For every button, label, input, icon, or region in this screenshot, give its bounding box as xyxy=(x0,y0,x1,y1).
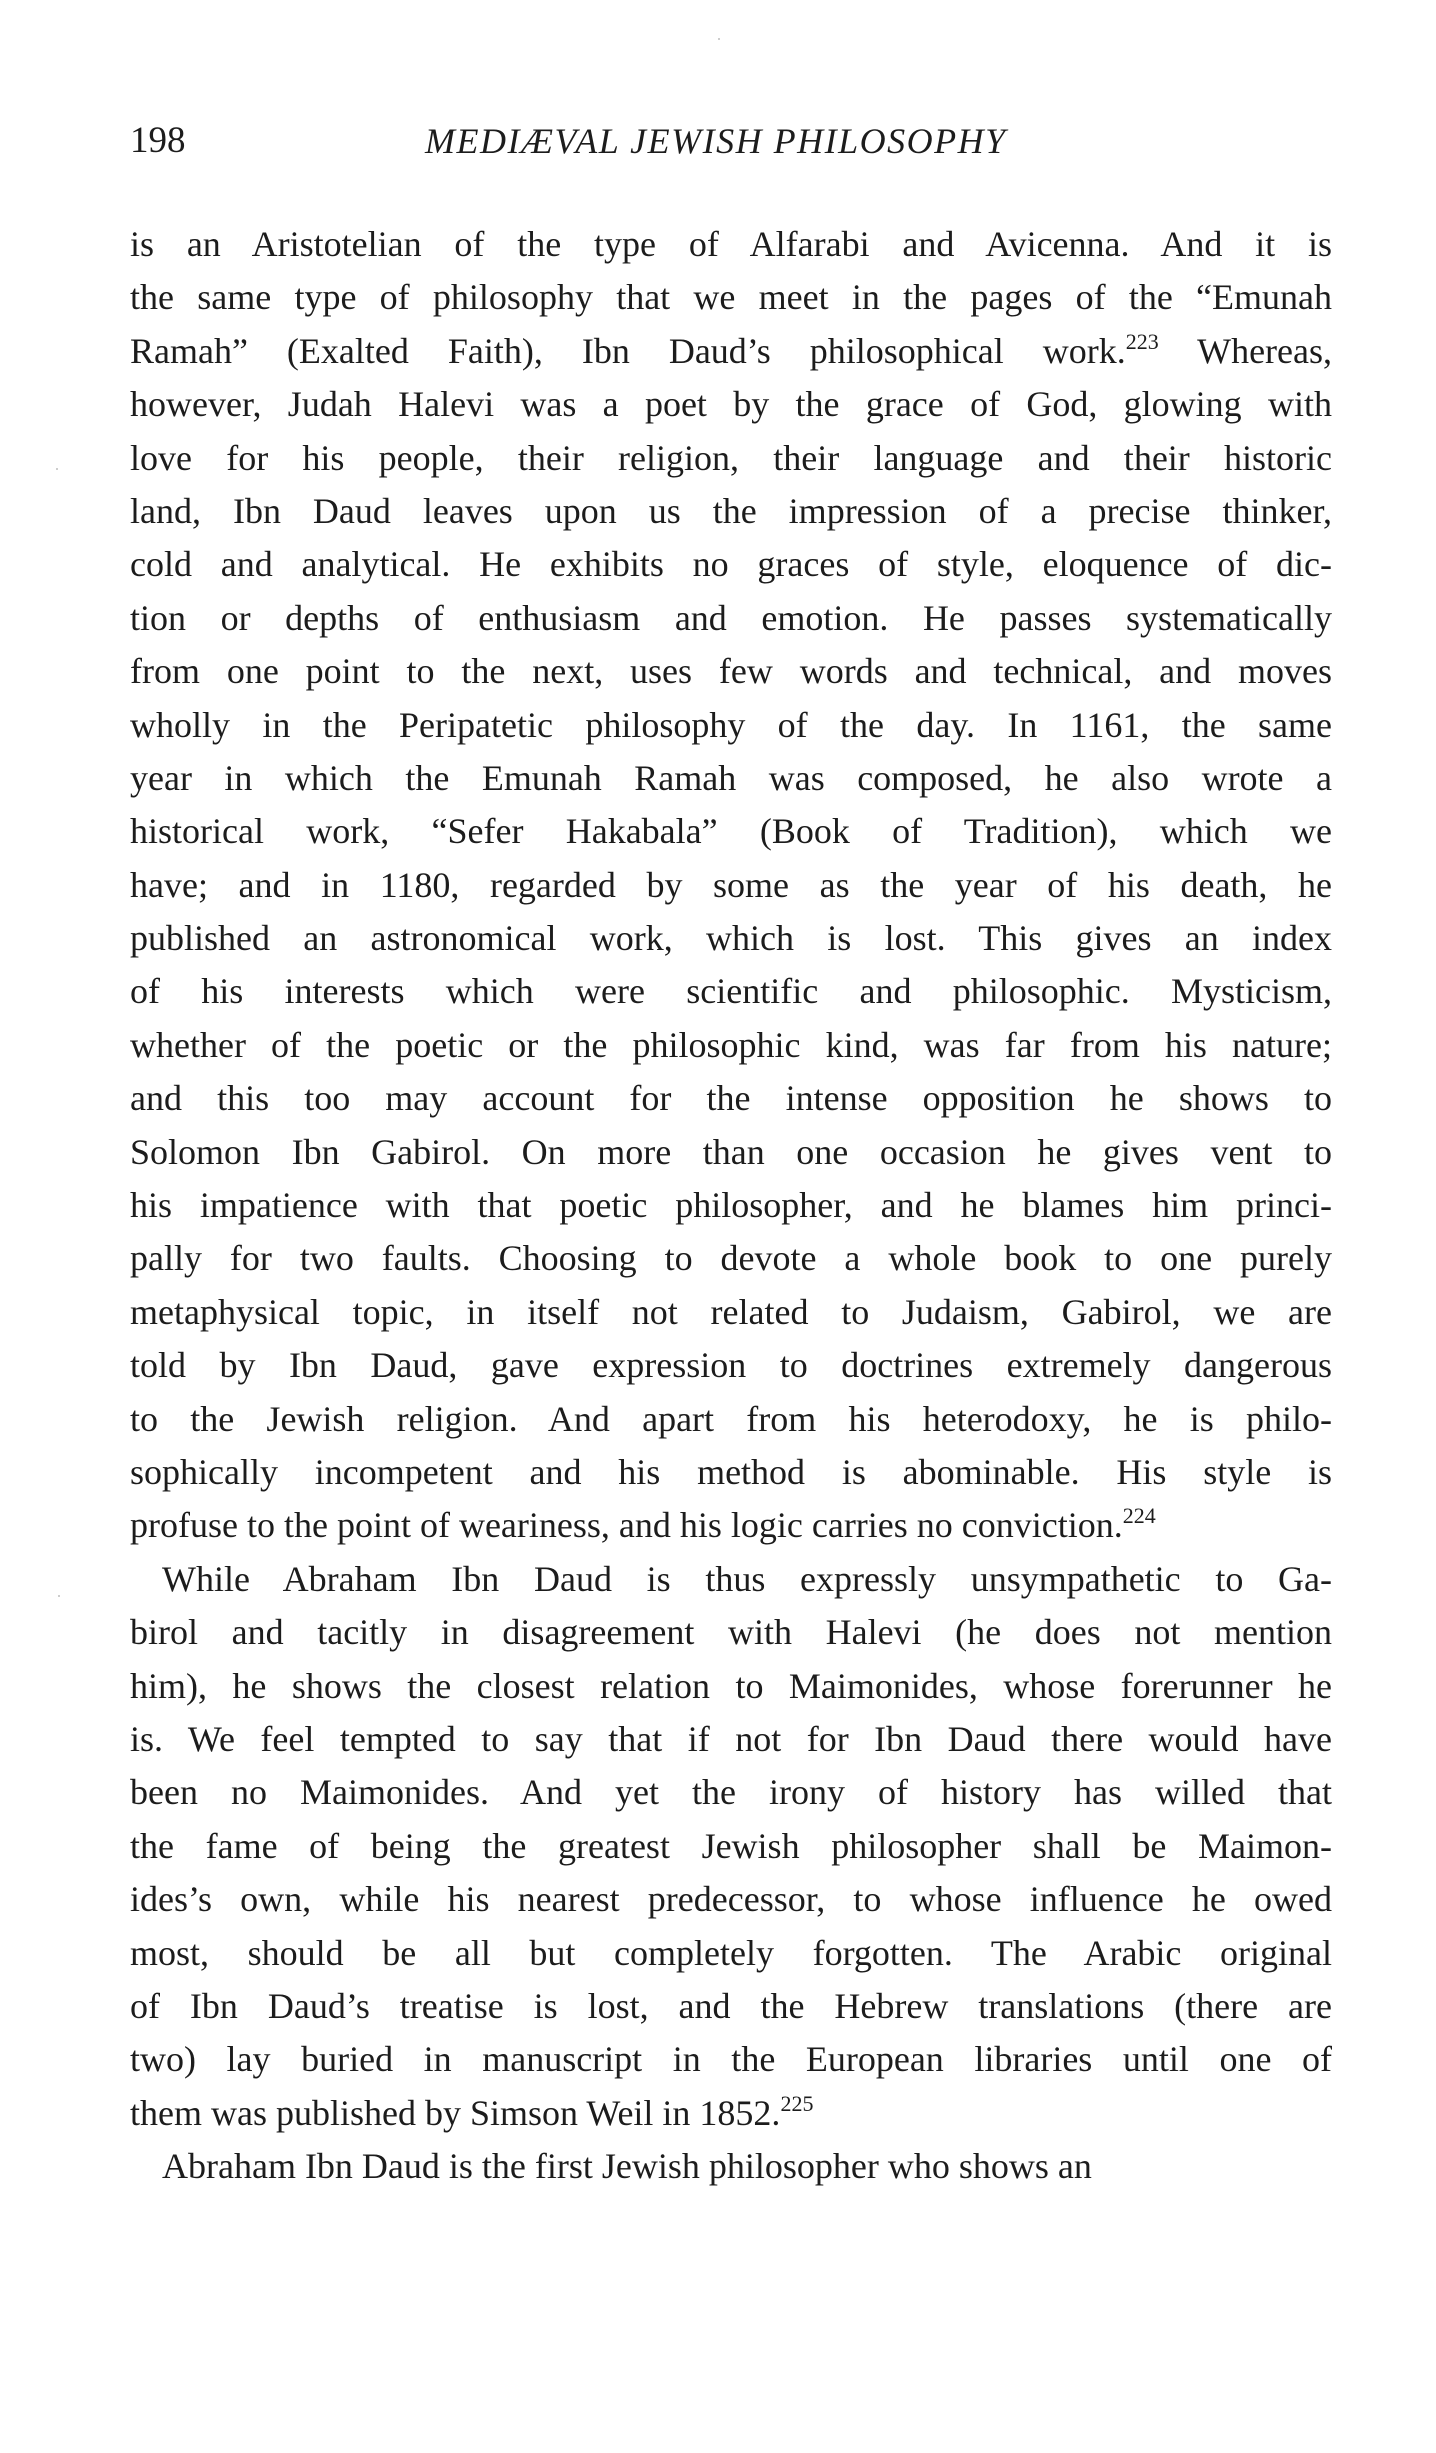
text-line xyxy=(130,1606,1332,1659)
text-line xyxy=(130,1286,1332,1339)
running-title: MEDIÆVAL JEWISH PHILOSOPHY xyxy=(425,121,1007,161)
text-line xyxy=(130,1232,1332,1285)
text-line xyxy=(130,1446,1332,1499)
line-text: the same type of philosophy that we meet in the pages of the “Emunah xyxy=(130,277,1332,318)
line-text: his impatience with that poetic philosopher, and he blames him princi- xyxy=(130,1185,1332,1226)
line-text: Solomon Ibn Gabirol. On more than one occasion he gives vent to xyxy=(130,1131,1332,1172)
text-line xyxy=(130,592,1332,645)
text-line xyxy=(130,1927,1332,1980)
text-line xyxy=(130,1499,1332,1552)
footnote-marker[interactable]: 225 xyxy=(780,2090,814,2116)
body-text xyxy=(130,218,1332,2193)
line-text: sophically incompetent and his method is abominable. His style is xyxy=(130,1451,1332,1492)
line-text: While Abraham Ibn Daud is thus expressly unsympathetic to Ga- xyxy=(162,1558,1332,1599)
text-line xyxy=(130,645,1332,698)
line-text: and this too may account for the intense opposition he shows to xyxy=(130,1078,1332,1119)
paragraph xyxy=(130,218,1332,1553)
text-line xyxy=(130,378,1332,431)
line-text: of his interests which were scientific and philosophic. Mysticism, xyxy=(130,971,1332,1012)
line-text: however, Judah Halevi was a poet by the grace of God, glowing with xyxy=(130,384,1332,425)
line-text: from one point to the next, uses few words and technical, and moves xyxy=(130,651,1332,692)
line-text: wholly in the Peripatetic philosophy of the day. In 1161, the same xyxy=(130,704,1332,745)
scan-speck xyxy=(58,1595,60,1597)
text-line xyxy=(130,1553,1332,1606)
running-head xyxy=(130,118,1340,164)
line-text: told by Ibn Daud, gave expression to doctrines extremely dangerous xyxy=(130,1345,1332,1386)
scan-speck xyxy=(718,38,720,40)
line-text: Ramah” (Exalted Faith), Ibn Daud’s philosophical work. xyxy=(130,330,1126,371)
text-line xyxy=(130,752,1332,805)
line-text: whether of the poetic or the philosophic kind, was far from his nature; xyxy=(130,1024,1332,1065)
text-line xyxy=(130,1766,1332,1819)
line-text: historical work, “Sefer Hakabala” (Book of Tradition), which we xyxy=(130,811,1332,852)
line-text: pally for two faults. Choosing to devote a whole book to one purely xyxy=(130,1238,1332,1279)
line-text: two) lay buried in manuscript in the European libraries until one of xyxy=(130,2039,1332,2080)
text-line xyxy=(130,1126,1332,1179)
line-text: been no Maimonides. And yet the irony of history has willed that xyxy=(130,1772,1332,1813)
text-line xyxy=(130,485,1332,538)
text-line xyxy=(130,2033,1332,2086)
line-text: birol and tacitly in disagreement with Halevi (he does not mention xyxy=(130,1612,1332,1653)
text-line xyxy=(130,1072,1332,1125)
text-line xyxy=(130,271,1332,324)
text-line xyxy=(130,805,1332,858)
line-text: is. We feel tempted to say that if not for Ibn Daud there would have xyxy=(130,1718,1332,1759)
text-line xyxy=(130,912,1332,965)
line-text-continued: Whereas, xyxy=(1158,330,1332,371)
line-text: love for his people, their religion, their language and their historic xyxy=(130,437,1332,478)
text-line xyxy=(130,1179,1332,1232)
text-line xyxy=(130,2087,1332,2140)
footnote-marker[interactable]: 223 xyxy=(1125,328,1159,354)
text-line xyxy=(130,538,1332,591)
line-text: ides’s own, while his nearest predecessor, to whose influence he owed xyxy=(130,1879,1332,1920)
line-text: metaphysical topic, in itself not related to Judaism, Gabirol, we are xyxy=(130,1291,1332,1332)
line-text: is an Aristotelian of the type of Alfarabi and Avicenna. And it is xyxy=(130,224,1332,264)
text-line xyxy=(130,1873,1332,1926)
line-text: published an astronomical work, which is lost. This gives an index xyxy=(130,918,1332,959)
text-line xyxy=(130,1660,1332,1713)
paragraph xyxy=(130,1553,1332,2140)
text-line xyxy=(130,1820,1332,1873)
text-line xyxy=(130,2140,1332,2193)
text-line xyxy=(130,218,1332,271)
line-text: Abraham Ibn Daud is the first Jewish philosopher who shows an xyxy=(162,2146,1092,2187)
page-number: 198 xyxy=(130,120,186,161)
line-text: have; and in 1180, regarded by some as the year of his death, he xyxy=(130,864,1332,905)
text-line xyxy=(130,325,1332,378)
text-line xyxy=(130,699,1332,752)
text-line xyxy=(130,1713,1332,1766)
text-line xyxy=(130,965,1332,1018)
text-line xyxy=(130,1019,1332,1072)
line-text: to the Jewish religion. And apart from his heterodoxy, he is philo- xyxy=(130,1398,1332,1439)
line-text: year in which the Emunah Ramah was composed, he also wrote a xyxy=(130,757,1332,798)
scan-speck xyxy=(56,468,58,470)
line-text: the fame of being the greatest Jewish philosopher shall be Maimon- xyxy=(130,1825,1332,1866)
footnote-marker[interactable]: 224 xyxy=(1122,1503,1156,1529)
line-text: profuse to the point of weariness, and his logic carries no conviction. xyxy=(130,1505,1123,1546)
line-text: land, Ibn Daud leaves upon us the impression of a precise thinker, xyxy=(130,490,1332,531)
text-line xyxy=(130,432,1332,485)
line-text: him), he shows the closest relation to Maimonides, whose forerunner he xyxy=(130,1665,1332,1706)
text-line xyxy=(130,859,1332,912)
text-line xyxy=(130,1339,1332,1392)
paragraph xyxy=(130,2140,1332,2193)
line-text: most, should be all but completely forgotten. The Arabic original xyxy=(130,1932,1332,1973)
line-text: of Ibn Daud’s treatise is lost, and the Hebrew translations (there are xyxy=(130,1985,1332,2026)
text-line xyxy=(130,1980,1332,2033)
line-text: them was published by Simson Weil in 1852. xyxy=(130,2092,781,2133)
line-text: tion or depths of enthusiasm and emotion. He passes systematically xyxy=(130,597,1332,638)
line-text: cold and analytical. He exhibits no graces of style, eloquence of dic- xyxy=(130,544,1332,585)
text-line xyxy=(130,1393,1332,1446)
